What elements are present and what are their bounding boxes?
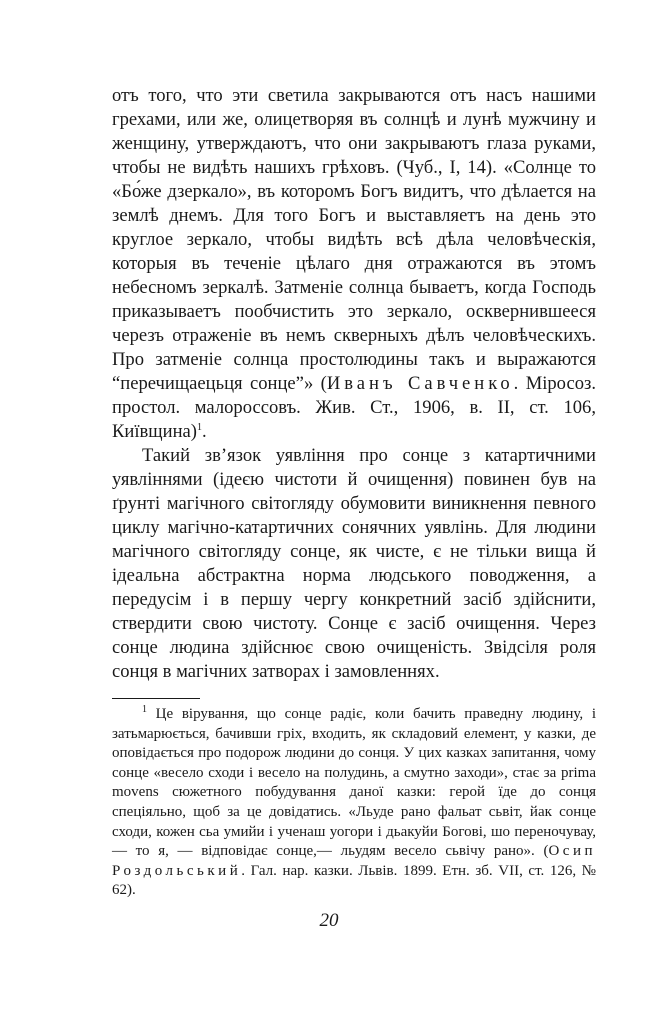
paragraph-1-end: . — [201, 421, 207, 442]
cited-author-rozdolsky: Осип Роздольський — [112, 843, 596, 879]
footnote-text: Це вірування, що сонце радіє, коли бачить праведну людину, і затьмарюється, бачивши гріх, входить, як складовий елемент, у казки, де оповідається про подорож людини до сонця. У цих казках запитання, чому сонце «весело сходи і весело на полудинь, а смутно заходи», стає за prima movens сюжетного побудування даної казки: герой їде до сонця спеціяльно, щоб за це довідатись. «Льуде рано фальат сьвіт, йак сонце сходи, кожен сьа умийи і ученаш уогори і дьакуйи Богові, шо переночувау, — то я, — відповідає сонце,— льудям весело сьвічу рано». ( — [112, 706, 596, 860]
footnote — [112, 705, 596, 901]
paragraph-1 — [112, 84, 596, 444]
footnote-mark: 1 — [142, 704, 147, 715]
paragraph-1-citation: . Міросоз. простол. малороссовъ. Жив. Ст., 1906, в. ІІ, ст. 106, Київщина) — [112, 373, 596, 442]
paragraph-1-text: отъ того, что эти светила закрываются отъ насъ нашими грехами, или же, олицетворяя въ солнцѣ и лунѣ мужчину и женщину, утверждаютъ, что они закрываютъ глаза руками, чтобы не видѣть нашихъ грѣховъ. (Чуб., І, 14). «Солнце то «Бо́же дзеркало», въ которомъ Богъ видитъ, что дѣлается на землѣ днемъ. Для того Богъ и выставляетъ на день это круглое зеркало, чтобы видѣть всѣ дѣла человѣческія, которыя въ теченіе цѣлаго дня отражаются въ этомъ небесномъ зеркалѣ. Затменіе солнца бываетъ, когда Господь приказываетъ пообчистить это зеркало, осквернившееся черезъ отраженіе въ немъ скверныхъ дѣлъ человѣческихъ. Про затменіе солнца простолюдины такъ и выражаются “перечищаецьця сонце”» ( — [112, 85, 596, 394]
paragraph-2: Такий зв’язок уявління про сонце з катартичними уявліннями (ідеєю чистоти й очищення) повинен був на ґрунті магічного світогляду обумовити виникнення певного циклу магічно-катартичних сонячних уявлінь. Для людини магічного світогляду сонце, як чисте, є не тільки вища й ідеальна абстрактна норма людського поводження, а передусім і в першу чергу конкретний засіб здійснити, ствердити свою чистоту. Сонце є засіб очищення. Через сонце людина здійснює свою очищеність. Звідсіля роля сонця в магічних затворах і замовленнях. — [112, 445, 596, 682]
footnote-reference[interactable]: 1 — [196, 421, 202, 433]
footnote-citation: . Гал. нар. казки. Львів. 1899. Етн. зб. VII, ст. 126, № 62). — [112, 862, 596, 899]
footnote-divider — [112, 698, 200, 699]
page-number: 20 — [319, 910, 339, 931]
cited-author-savchenko: Иванъ Савченко — [326, 373, 514, 394]
main-text — [112, 84, 596, 684]
page-content — [112, 84, 596, 901]
